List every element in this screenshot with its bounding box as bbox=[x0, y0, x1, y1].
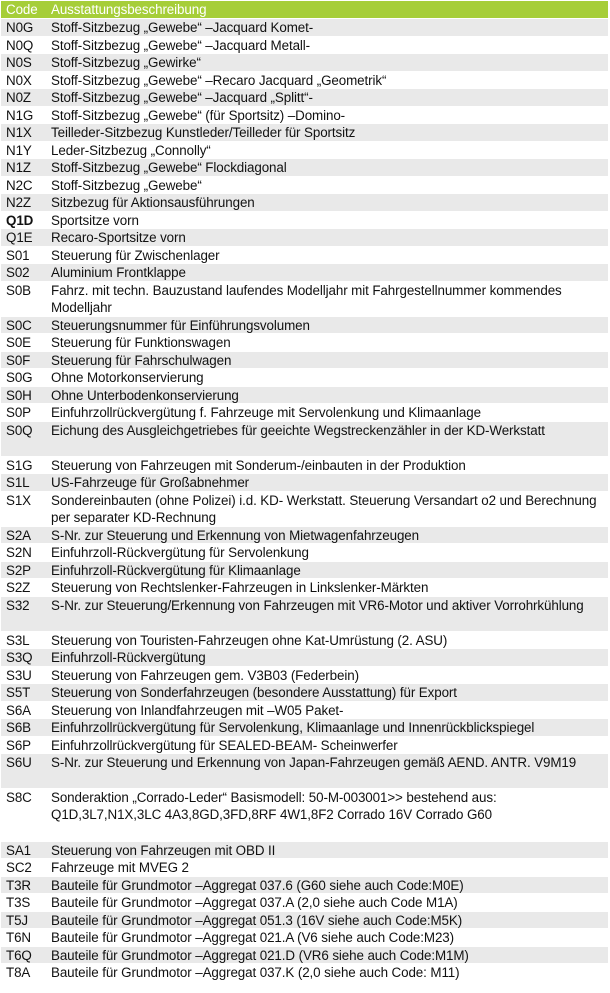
table-row bbox=[1, 142, 608, 160]
row-code: N0S bbox=[6, 55, 32, 70]
table-row bbox=[1, 229, 608, 247]
row-description: Fahrz. mit techn. Bauzustand laufendes Modelljahr mit Fahrgestellnummer kommendes Modelljahr bbox=[51, 282, 562, 315]
row-code: S01 bbox=[6, 247, 30, 263]
row-description: Einfuhrzollrückvergütung f. Fahrzeuge mit Servolenkung und Klimaanlage bbox=[51, 405, 481, 420]
row-description: Steuerung von Inlandfahrzeugen mit –W05 Paket- bbox=[51, 702, 344, 718]
table-row bbox=[1, 754, 608, 789]
row-description: Einfuhrzollrückvergütung für Servolenkung, Klimaanlage und Innenrückblickspiegel bbox=[51, 720, 535, 735]
table-row bbox=[1, 404, 608, 422]
row-description: Recaro-Sportsitze vorn bbox=[51, 230, 186, 245]
table-row bbox=[1, 282, 608, 317]
table-row bbox=[1, 492, 608, 527]
row-code: S2N bbox=[6, 545, 32, 560]
table-row bbox=[1, 737, 608, 755]
row-code: T6Q bbox=[6, 947, 32, 963]
row-code: S0G bbox=[6, 370, 33, 385]
row-code: S6P bbox=[6, 737, 32, 753]
row-code: N0Q bbox=[6, 37, 34, 53]
row-description: Einfuhrzoll-Rückvergütung für Servolenkung bbox=[51, 545, 309, 560]
table-row bbox=[1, 929, 608, 947]
row-code: S8C bbox=[6, 790, 32, 805]
row-description: Bauteile für Grundmotor –Aggregat 021.A (V6 siehe auch Code:M23) bbox=[51, 930, 455, 945]
row-description: S-Nr. zur Steuerung und Erkennung von Mietwagenfahrzeugen bbox=[51, 527, 419, 543]
row-code: N2C bbox=[6, 177, 33, 193]
table-row bbox=[1, 317, 608, 335]
row-code: S0C bbox=[6, 317, 32, 333]
row-code: T8A bbox=[6, 965, 31, 980]
table-row bbox=[1, 579, 608, 597]
table-row bbox=[1, 789, 608, 842]
row-code: N1Y bbox=[6, 142, 32, 158]
table-row bbox=[1, 649, 608, 667]
row-description: Teilleder-Sitzbezug Kunstleder/Teilleder für Sportsitz bbox=[51, 125, 356, 140]
row-description: Stoff-Sitzbezug „Gewebe“ –Jacquard Metall- bbox=[51, 37, 311, 53]
row-description: Fahrzeuge mit MVEG 2 bbox=[51, 860, 189, 875]
table-row bbox=[1, 107, 608, 125]
row-description: Stoff-Sitzbezug „Gewebe“ bbox=[51, 177, 202, 193]
row-code: S1X bbox=[6, 492, 32, 508]
row-description: Steuerung für Zwischenlager bbox=[51, 247, 220, 263]
table-row bbox=[1, 124, 608, 142]
row-description: Sportsitze vorn bbox=[51, 212, 139, 228]
row-code: SC2 bbox=[6, 860, 32, 875]
row-code: T3R bbox=[6, 877, 31, 893]
row-code: S1G bbox=[6, 457, 33, 473]
row-description: Stoff-Sitzbezug „Gewebe“ (für Sportsitz) –Domino- bbox=[51, 107, 346, 123]
table-row bbox=[1, 527, 608, 545]
equipment-code-table bbox=[1, 1, 608, 982]
row-description: Steuerung von Fahrzeugen gem. V3B03 (Federbein) bbox=[51, 667, 359, 683]
table-row bbox=[1, 89, 608, 107]
row-description: Ohne Unterbodenkonservierung bbox=[51, 387, 239, 403]
table-row bbox=[1, 177, 608, 195]
table-row bbox=[1, 719, 608, 737]
row-description: Sitzbezug für Aktionsausführungen bbox=[51, 195, 255, 210]
table-row bbox=[1, 894, 608, 912]
row-description: Stoff-Sitzbezug „Gewebe“ –Jacquard „Splitt“- bbox=[51, 90, 313, 105]
table-row bbox=[1, 474, 608, 492]
row-description: Bauteile für Grundmotor –Aggregat 021.D (VR6 siehe auch Code:M1M) bbox=[51, 947, 469, 963]
row-description: Stoff-Sitzbezug „Gewebe“ Flockdiagonal bbox=[51, 160, 287, 175]
row-description: US-Fahrzeuge für Großabnehmer bbox=[51, 475, 250, 490]
header-code: Code bbox=[6, 2, 38, 17]
row-description: Steuerung von Sonderfahrzeugen (besondere Ausstattung) für Export bbox=[51, 685, 457, 700]
table-body bbox=[1, 19, 608, 982]
row-code: S02 bbox=[6, 265, 30, 280]
row-description: Einfuhrzoll-Rückvergütung für Klimaanlage bbox=[51, 562, 301, 578]
row-description: Steuerung für Funktionswagen bbox=[51, 335, 231, 350]
row-code: S3Q bbox=[6, 650, 33, 665]
row-description: Steuerungsnummer für Einführungsvolumen bbox=[51, 317, 310, 333]
row-code: S6U bbox=[6, 755, 32, 770]
row-code: N0X bbox=[6, 72, 32, 88]
row-code: S0F bbox=[6, 352, 31, 368]
table-row bbox=[1, 369, 608, 387]
table-row bbox=[1, 212, 608, 230]
table-row bbox=[1, 457, 608, 475]
row-code: S2A bbox=[6, 527, 32, 543]
row-description: Bauteile für Grundmotor –Aggregat 037.A (2,0 siehe auch Code M1A) bbox=[51, 895, 458, 910]
row-code: S0P bbox=[6, 405, 32, 420]
row-code: S0H bbox=[6, 387, 32, 403]
table-row bbox=[1, 334, 608, 352]
table-row bbox=[1, 544, 608, 562]
row-description: S-Nr. zur Steuerung/Erkennung von Fahrzeugen mit VR6-Motor und aktiver Vorrohrkühlung bbox=[51, 597, 584, 613]
row-code: N0Z bbox=[6, 90, 31, 105]
table-row bbox=[1, 247, 608, 265]
row-code: S0E bbox=[6, 335, 32, 350]
row-code: Q1E bbox=[6, 230, 33, 245]
row-code: T5J bbox=[6, 912, 29, 928]
table-row bbox=[1, 562, 608, 580]
row-description: Steuerung von Fahrzeugen mit Sonderum-/einbauten in der Produktion bbox=[51, 457, 466, 473]
table-row bbox=[1, 842, 608, 860]
row-code: S0B bbox=[6, 282, 32, 298]
row-description: Leder-Sitzbezug „Connolly“ bbox=[51, 142, 211, 158]
row-description: Steuerung von Touristen-Fahrzeugen ohne Kat-Umrüstung (2. ASU) bbox=[51, 632, 448, 648]
row-description: Sonderaktion „Corrado-Leder“ Basismodell: 50-M-003001>> bestehend aus: Q1D,3L7,N1X,3LC 4A3,8GD,3FD,8RF 4W1,8F2 Corrado 16V Corrado G60 bbox=[51, 790, 497, 822]
table-row bbox=[1, 19, 608, 37]
table-row bbox=[1, 352, 608, 370]
table-header bbox=[1, 1, 608, 19]
table-row bbox=[1, 72, 608, 90]
row-description: Bauteile für Grundmotor –Aggregat 037.K (2,0 siehe auch Code: M11) bbox=[51, 965, 460, 980]
table-row bbox=[1, 194, 608, 212]
row-description: Stoff-Sitzbezug „Gewebe“ –Jacquard Komet- bbox=[51, 20, 314, 35]
row-code: T6N bbox=[6, 930, 31, 945]
row-code: S2Z bbox=[6, 580, 31, 595]
row-code: T3S bbox=[6, 895, 31, 910]
row-description: Stoff-Sitzbezug „Gewirke“ bbox=[51, 55, 201, 70]
row-code: S3U bbox=[6, 667, 32, 683]
table-row bbox=[1, 264, 608, 282]
table-row bbox=[1, 877, 608, 895]
row-code: N2Z bbox=[6, 195, 31, 210]
row-description: Stoff-Sitzbezug „Gewebe“ –Recaro Jacquard „Geometrik“ bbox=[51, 72, 387, 88]
row-code: S1L bbox=[6, 475, 30, 490]
table-row bbox=[1, 387, 608, 405]
row-description: Aluminium Frontklappe bbox=[51, 265, 186, 280]
row-description: Steuerung für Fahrschulwagen bbox=[51, 352, 232, 368]
table-row bbox=[1, 702, 608, 720]
table-row bbox=[1, 667, 608, 685]
row-code: S6B bbox=[6, 720, 32, 735]
row-code: S6A bbox=[6, 702, 32, 718]
table-row bbox=[1, 54, 608, 72]
row-description: Einfuhrzoll-Rückvergütung bbox=[51, 650, 206, 665]
table-row bbox=[1, 422, 608, 457]
table-row bbox=[1, 37, 608, 55]
row-code: N1X bbox=[6, 125, 32, 140]
header-description: Ausstattungsbeschreibung bbox=[51, 2, 207, 17]
table-row bbox=[1, 912, 608, 930]
table-row bbox=[1, 597, 608, 632]
row-code: SA1 bbox=[6, 842, 32, 858]
row-code: S2P bbox=[6, 562, 32, 578]
row-description: Bauteile für Grundmotor –Aggregat 037.6 (G60 siehe auch Code:M0E) bbox=[51, 877, 464, 893]
row-description: Eichung des Ausgleichgetriebes für geeichte Wegstreckenzähler in der KD-Werkstatt bbox=[51, 422, 545, 438]
row-code: S5T bbox=[6, 685, 31, 700]
table-row bbox=[1, 859, 608, 877]
table-row bbox=[1, 964, 608, 982]
row-code: N1Z bbox=[6, 160, 31, 175]
table-row bbox=[1, 159, 608, 177]
row-description: S-Nr. zur Steuerung und Erkennung von Japan-Fahrzeugen gemäß AEND. ANTR. V9M19 bbox=[51, 755, 577, 770]
row-description: Steuerung von Fahrzeugen mit OBD II bbox=[51, 842, 276, 858]
table-row bbox=[1, 632, 608, 650]
row-code: S3L bbox=[6, 632, 30, 648]
row-description: Bauteile für Grundmotor –Aggregat 051.3 (16V siehe auch Code:M5K) bbox=[51, 912, 463, 928]
row-description: Ohne Motorkonservierung bbox=[51, 370, 204, 385]
row-description: Sondereinbauten (ohne Polizei) i.d. KD- Werkstatt. Steuerung Versandart o2 und Berechnung per separater KD-Rechnung bbox=[51, 492, 597, 525]
row-description: Steuerung von Rechtslenker-Fahrzeugen in Linkslenker-Märkten bbox=[51, 580, 429, 595]
row-code: Q1D bbox=[6, 212, 34, 228]
row-code: N1G bbox=[6, 107, 34, 123]
row-description: Einfuhrzollrückvergütung für SEALED-BEAM- Scheinwerfer bbox=[51, 737, 398, 753]
table-row bbox=[1, 947, 608, 965]
row-code: N0G bbox=[6, 20, 34, 35]
row-code: S0Q bbox=[6, 422, 33, 438]
row-code: S32 bbox=[6, 597, 30, 613]
table-row bbox=[1, 684, 608, 702]
